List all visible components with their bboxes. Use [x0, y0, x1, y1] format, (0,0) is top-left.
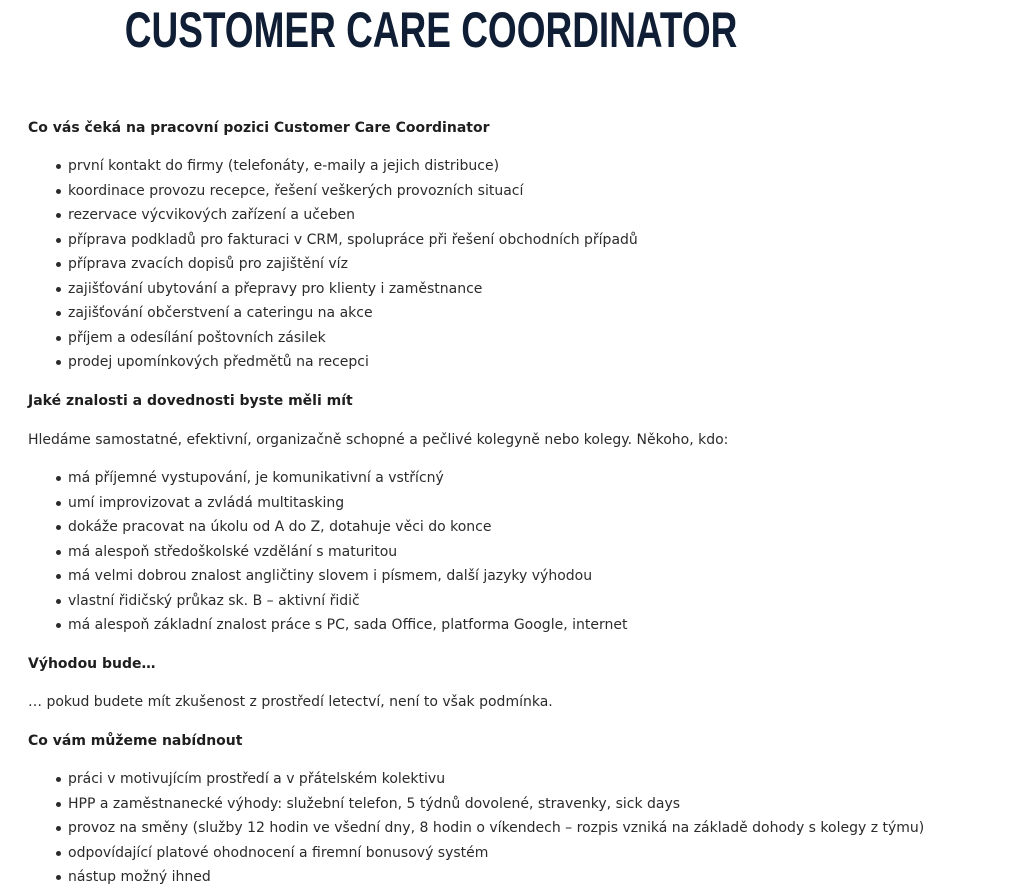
section-heading-responsibilities: Co vás čeká na pracovní pozici Customer Care Coordinator	[28, 120, 490, 136]
offer-list	[28, 767, 924, 890]
responsibilities-list	[28, 154, 638, 375]
advantage-text: … pokud budete mít zkušenost z prostředí letectví, není to však podmínka.	[28, 694, 553, 710]
list-item: rezervace výcvikových zařízení a učeben	[68, 203, 638, 228]
list-item: má alespoň základní znalost práce s PC, sada Office, platforma Google, internet	[68, 613, 627, 638]
list-item: provoz na směny (služby 12 hodin ve všední dny, 8 hodin o víkendech – rozpis vzniká na základě dohody s kolegy z týmu)	[68, 816, 924, 841]
list-item: zajišťování ubytování a přepravy pro klienty i zaměstnance	[68, 277, 638, 302]
list-item: vlastní řidičský průkaz sk. B – aktivní řidič	[68, 589, 627, 614]
list-item: má příjemné vystupování, je komunikativní a vstřícný	[68, 466, 627, 491]
list-item: zajišťování občerstvení a cateringu na akce	[68, 301, 638, 326]
list-item: má alespoň středoškolské vzdělání s maturitou	[68, 540, 627, 565]
skills-list	[28, 466, 627, 638]
list-item: první kontakt do firmy (telefonáty, e-maily a jejich distribuce)	[68, 154, 638, 179]
list-item: příjem a odesílání poštovních zásilek	[68, 326, 638, 351]
skills-intro: Hledáme samostatné, efektivní, organizačně schopné a pečlivé kolegyně nebo kolegy. Někoho, kdo:	[28, 432, 729, 448]
list-item: odpovídající platové ohodnocení a firemní bonusový systém	[68, 841, 924, 866]
list-item: koordinace provozu recepce, řešení veškerých provozních situací	[68, 179, 638, 204]
list-item: práci v motivujícím prostředí a v přátelském kolektivu	[68, 767, 924, 792]
list-item: HPP a zaměstnanecké výhody: služební telefon, 5 týdnů dovolené, stravenky, sick days	[68, 792, 924, 817]
section-heading-offer: Co vám můžeme nabídnout	[28, 733, 243, 749]
list-item: příprava podkladů pro fakturaci v CRM, spolupráce při řešení obchodních případů	[68, 228, 638, 253]
page-title: CUSTOMER CARE COORDINATOR	[124, 2, 738, 58]
list-item: prodej upomínkových předmětů na recepci	[68, 350, 638, 375]
list-item: dokáže pracovat na úkolu od A do Z, dotahuje věci do konce	[68, 515, 627, 540]
list-item: příprava zvacích dopisů pro zajištění víz	[68, 252, 638, 277]
list-item: nástup možný ihned	[68, 865, 924, 890]
section-heading-advantage: Výhodou bude…	[28, 656, 156, 672]
list-item: umí improvizovat a zvládá multitasking	[68, 491, 627, 516]
section-heading-skills: Jaké znalosti a dovednosti byste měli mít	[28, 393, 353, 409]
list-item: má velmi dobrou znalost angličtiny slovem i písmem, další jazyky výhodou	[68, 564, 627, 589]
